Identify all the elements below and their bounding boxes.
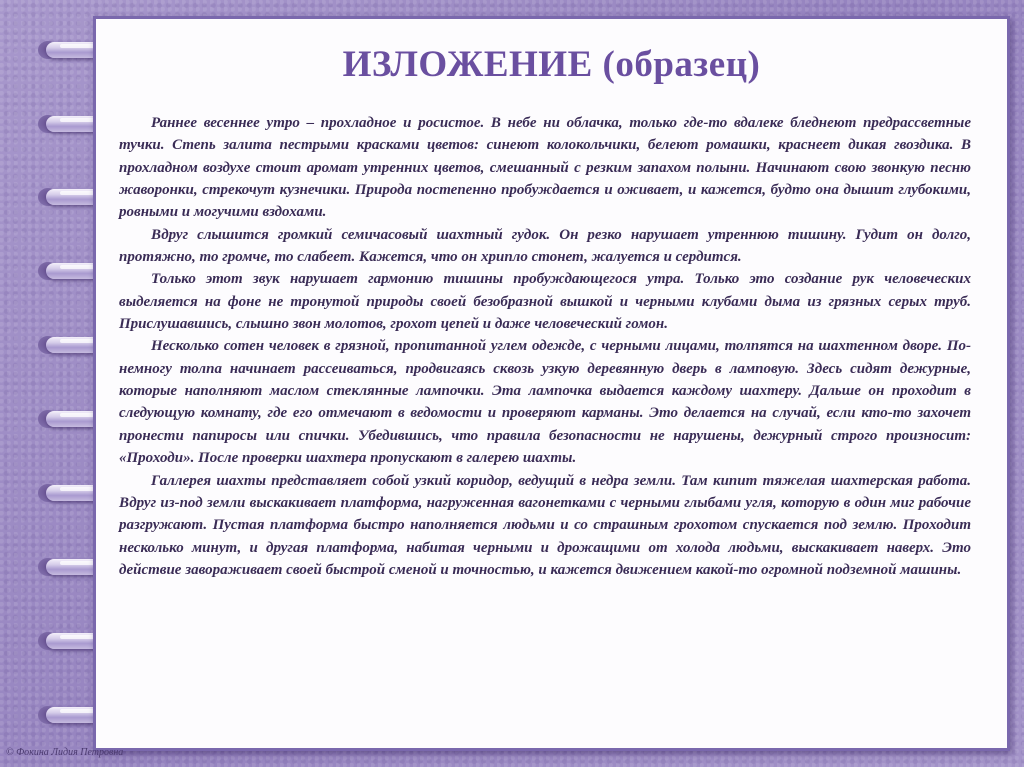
copyright-text: © Фокина Лидия Петровна (6, 747, 124, 758)
paragraph: Несколько сотен человек в грязной, пропитанной углем одежде, с черными лицами, толпятся на шахтенном дворе. По-немногу толпа начинает рассеиваться, продвигаясь сквозь узкую деревянную дверь в ламповую. Здесь сидят дежурные, которые наполняют маслом стеклянные лампочки. Эта лампочка выдается каждому шахтеру. Дальше он проходит в следующую комнату, где его отмечают в ведомости и проверяют карманы. Это делается на случай, если кто-то захочет пронести папиросы или спички. Убедившись, что правила безопасности не нарушены, дежурный строго произносит: «Проходи». После проверки шахтера пропускают в галерею шахты. (119, 338, 971, 467)
paragraph: Раннее весеннее утро – прохладное и росистое. В небе ни облачка, только где-то вдалеке бледнеют предрассветные тучки. Степь залита пестрыми красками цветов: синеют колокольчики, белеют ромашки, краснеет дикая гвоздика. В прохладном воздухе стоит аромат утренних цветов, смешанный с резким запахом полыни. Начинают свою звонкую песню жаворонки, стрекочут кузнечики. Природа постепенно пробуждается и оживает, и кажется, будто она дышит глубокими, ровными и могучими вздохами. (119, 115, 971, 221)
essay-text (119, 112, 971, 581)
slide-page (93, 16, 1010, 751)
page-title: ИЗЛОЖЕНИЕ (образец) (342, 44, 761, 85)
paragraph: Вдруг слышится громкий семичасовый шахтный гудок. Он резко нарушает утреннюю тишину. Гудит он долго, протяжно, то громче, то слабеет. Кажется, что он хрипло стонет, жалуется и сердится. (119, 226, 971, 266)
paragraph: Галлерея шахты представляет собой узкий коридор, ведущий в недра земли. Там кипит тяжелая шахтерская работа. Вдруг из-под земли выскакивает платформа, нагруженная вагонетками с черными глыбами угля, которую в один миг рабочие разгружают. Пустая платформа быстро наполняется людьми и со страшным грохотом спускается под землю. Проходит несколько минут, и другая платформа, набитая черными и дрожащими от холода людьми, выскакивает наверх. Это действие завораживает своей быстрой сменой и точностью, и кажется движением какой-то огромной подземной машины. (119, 472, 971, 578)
paragraph: Только этот звук нарушает гармонию тишины пробуждающегося утра. Только это создание рук человеческих выделяется на фоне не тронутой природы своей безобразной вышкой и черными клубами дыма из грязных серых труб. Прислушавшись, слышно звон молотов, грохот цепей и даже человеческий гомон. (119, 271, 971, 333)
